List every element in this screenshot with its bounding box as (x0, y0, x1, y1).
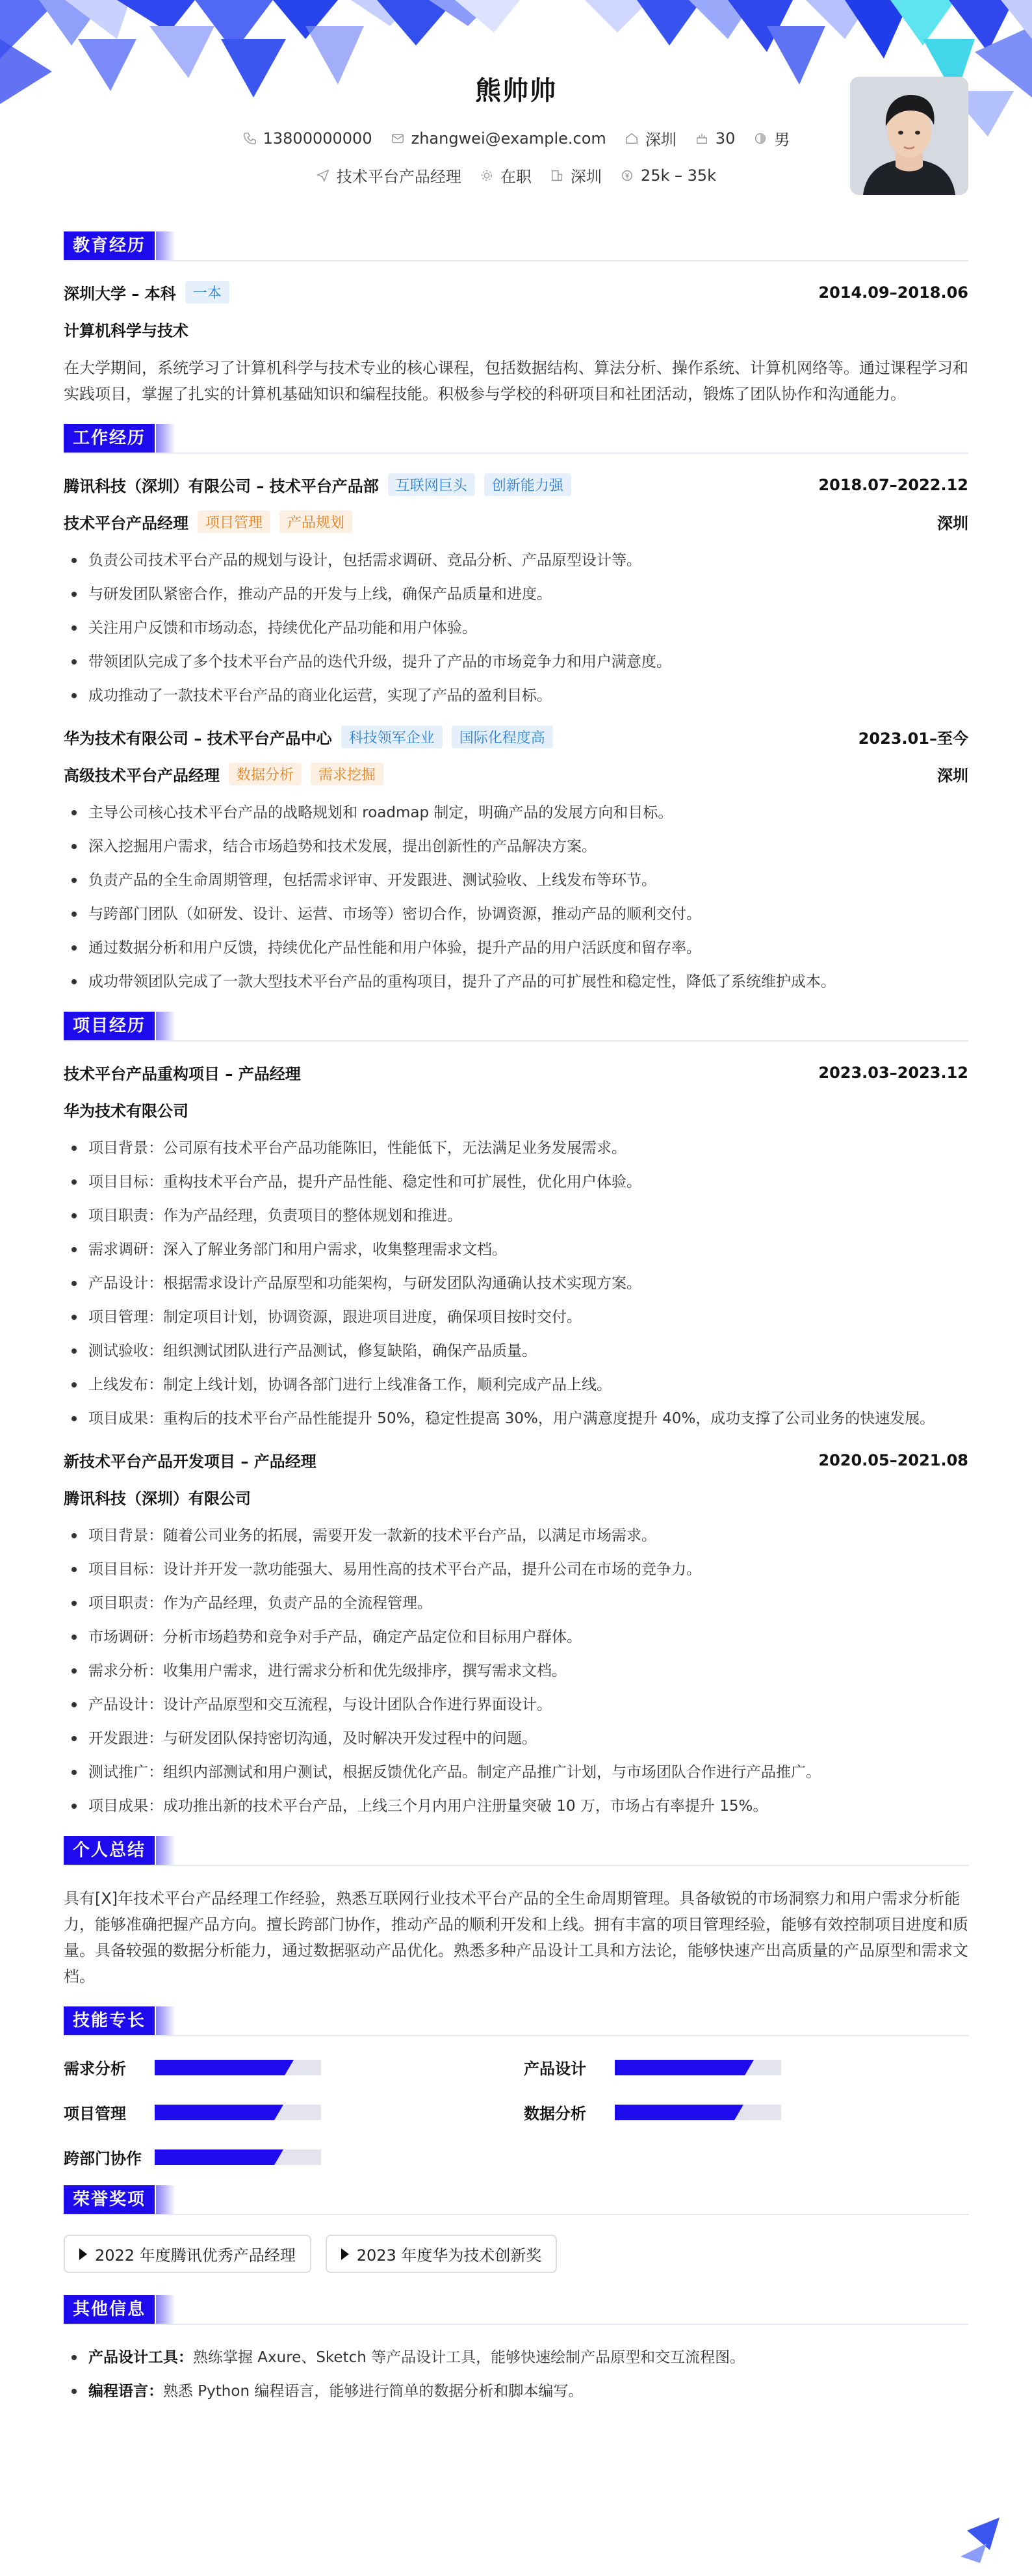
project-details-list (64, 1523, 968, 1819)
role-tag: 项目管理 (198, 510, 270, 533)
work-section (64, 424, 968, 995)
skill-name: 跨部门协作 (64, 2149, 142, 2168)
other-info-text: 熟悉 Python 编程语言，能够进行简单的数据分析和脚本编写。 (163, 2383, 584, 2400)
skill-bar (155, 2105, 321, 2120)
candidate-name: 熊帅帅 (475, 76, 557, 106)
list-item: 项目管理：制定项目计划，协调资源，跟进项目进度，确保项目按时交付。 (64, 1304, 968, 1330)
project-name: 新技术平台产品开发项目 – 产品经理 (64, 1452, 316, 1471)
major-name: 计算机科学与技术 (64, 322, 188, 340)
target-city-item (550, 164, 602, 187)
email-text: zhangwei@example.com (411, 129, 606, 148)
section-title-accent (156, 1836, 175, 1865)
section-divider (64, 453, 968, 454)
list-item: 测试验收：组织测试团队进行产品测试，修复缺陷，确保产品质量。 (64, 1338, 968, 1364)
job-header-row (64, 726, 968, 748)
section-title-awards: 荣誉奖项 (64, 2185, 155, 2214)
gear-icon (480, 168, 494, 183)
role-tag: 产品规划 (279, 510, 352, 533)
status-item (480, 164, 532, 187)
list-item: 关注用户反馈和市场动态，持续优化产品功能和用户体验。 (64, 615, 968, 641)
other-info-label: 编程语言： (88, 2383, 163, 2400)
job-duties-list (64, 800, 968, 995)
job-role: 高级技术平台产品经理 (64, 767, 220, 785)
education-header (64, 231, 968, 261)
section-divider (64, 2324, 968, 2325)
section-divider (64, 2214, 968, 2215)
list-item: 通过数据分析和用户反馈，持续优化产品性能和用户体验，提升产品的用户活跃度和留存率。 (64, 935, 968, 961)
list-item: 产品设计：根据需求设计产品原型和功能架构，与研发团队沟通确认技术实现方案。 (64, 1270, 968, 1296)
phone-icon (242, 131, 257, 146)
list-item: 项目目标：重构技术平台产品，提升产品性能、稳定性和可扩展性，优化用户体验。 (64, 1169, 968, 1195)
job-location: 深圳 (937, 514, 968, 532)
section-title-projects: 项目经历 (64, 1012, 155, 1040)
target-city-text: 深圳 (570, 168, 602, 186)
other-section (64, 2295, 968, 2404)
skill-item (524, 2056, 968, 2079)
section-title-accent (156, 2006, 175, 2035)
skills-header (64, 2006, 968, 2036)
awards-header (64, 2185, 968, 2215)
job-company: 腾讯科技（深圳）有限公司 – 技术平台产品部 (64, 477, 379, 495)
send-icon (316, 168, 330, 183)
role-tag: 数据分析 (229, 763, 302, 785)
home-icon (625, 131, 639, 146)
list-item: 项目成果：重构后的技术平台产品性能提升 50%，稳定性提高 30%，用户满意度提升 40%，成功支撑了公司业务的快速发展。 (64, 1406, 968, 1432)
skill-bar (155, 2149, 321, 2165)
phone-text: 13800000000 (263, 129, 372, 148)
project-date: 2020.05–2021.08 (818, 1451, 968, 1469)
list-item: 负责公司技术平台产品的规划与设计，包括需求调研、竞品分析、产品原型设计等。 (64, 547, 968, 573)
skill-bar (615, 2060, 781, 2075)
section-title-accent (156, 2295, 175, 2324)
cake-icon (695, 131, 709, 146)
gender-icon (753, 131, 768, 146)
projects-header (64, 1012, 968, 1042)
education-section (64, 231, 968, 407)
list-item: 负责产品的全生命周期管理，包括需求评审、开发跟进、测试验收、上线发布等环节。 (64, 867, 968, 893)
section-title-accent (156, 1012, 175, 1040)
skill-bar-fill (615, 2060, 745, 2075)
list-item (64, 2345, 968, 2371)
skill-name: 产品设计 (524, 2060, 586, 2078)
project-name: 技术平台产品重构项目 – 产品经理 (64, 1065, 301, 1083)
list-item: 市场调研：分析市场趋势和竞争对手产品，确定产品定位和目标用户群体。 (64, 1624, 968, 1650)
list-item: 上线发布：制定上线计划，协调各部门进行上线准备工作，顺利完成产品上线。 (64, 1372, 968, 1398)
job-date: 2018.07–2022.12 (818, 475, 968, 494)
section-title-summary: 个人总结 (64, 1836, 155, 1865)
section-divider (64, 1865, 968, 1866)
gender-item (753, 127, 790, 150)
list-item: 项目背景：随着公司业务的拓展，需要开发一款新的技术平台产品，以满足市场需求。 (64, 1523, 968, 1549)
skill-item (64, 2146, 508, 2168)
list-item: 成功带领团队完成了一款大型技术平台产品的重构项目，提升了产品的可扩展性和稳定性，降低了系统维护成本。 (64, 969, 968, 995)
status-text: 在职 (500, 168, 532, 186)
skill-bar (155, 2060, 321, 2075)
section-title-accent (156, 2185, 175, 2214)
skill-item (64, 2056, 508, 2079)
section-title-skills: 技能专长 (64, 2006, 155, 2035)
list-item: 需求调研：深入了解业务部门和用户需求，收集整理需求文档。 (64, 1237, 968, 1263)
job-location: 深圳 (937, 767, 968, 785)
skill-bar-fill (615, 2105, 734, 2120)
company-tag: 互联网巨头 (388, 473, 475, 496)
city-text: 深圳 (645, 131, 677, 149)
salary-text: 25k – 35k (640, 166, 717, 185)
job-role: 技术平台产品经理 (64, 514, 188, 532)
section-divider (64, 260, 968, 261)
email-item (391, 129, 606, 148)
list-item: 需求分析：收集用户需求，进行需求分析和优先级排序，撰写需求文档。 (64, 1658, 968, 1684)
project-company-row (64, 1486, 968, 1508)
list-item: 项目职责：作为产品经理，负责项目的整体规划和推进。 (64, 1203, 968, 1229)
education-row (64, 281, 968, 304)
awards-section (64, 2185, 968, 2273)
list-item (64, 2378, 968, 2404)
job-company: 华为技术有限公司 – 技术平台产品中心 (64, 729, 332, 748)
skill-name: 数据分析 (524, 2105, 586, 2123)
other-info-label: 产品设计工具： (88, 2349, 193, 2366)
avatar-portrait (850, 77, 968, 195)
work-header (64, 424, 968, 454)
skill-bar-fill (155, 2105, 274, 2120)
role-tag: 需求挖掘 (311, 763, 383, 785)
list-item: 测试推广：组织内部测试和用户测试，根据反馈优化产品。制定产品推广计划，与市场团队合作进行产品推广。 (64, 1759, 968, 1785)
other-info-text: 熟练掌握 Axure、Sketch 等产品设计工具，能够快速绘制产品原型和交互流程图。 (193, 2349, 745, 2366)
education-description: 在大学期间，系统学习了计算机科学与技术专业的核心课程，包括数据结构、算法分析、操作系统、计算机网络等。通过课程学习和实践项目，掌握了扎实的计算机基础知识和编程技能。积极参与学校的科研项目和社团活动，锻炼了团队协作和沟通能力。 (64, 359, 968, 403)
list-item: 开发跟进：与研发团队保持密切沟通，及时解决开发过程中的问题。 (64, 1726, 968, 1752)
job-header-row (64, 473, 968, 496)
project-company: 腾讯科技（深圳）有限公司 (64, 1490, 251, 1508)
awards-list (64, 2235, 968, 2273)
project-company-row (64, 1098, 968, 1121)
skill-item (524, 2101, 968, 2123)
list-item: 项目成果：成功推出新的技术平台产品，上线三个月内用户注册量突破 10 万，市场占有率提升 15%。 (64, 1793, 968, 1819)
skill-item (64, 2101, 508, 2123)
section-title-accent (156, 424, 175, 453)
skill-name: 需求分析 (64, 2060, 126, 2078)
skill-name: 项目管理 (64, 2105, 126, 2123)
school-name: 深圳大学 – 本科 (64, 285, 176, 303)
other-header (64, 2295, 968, 2325)
list-item: 与研发团队紧密合作，推动产品的开发与上线，确保产品质量和进度。 (64, 581, 968, 607)
list-item: 主导公司核心技术平台产品的战略规划和 roadmap 制定，明确产品的发展方向和目标。 (64, 800, 968, 826)
school-tag: 一本 (185, 281, 229, 304)
section-title-education: 教育经历 (64, 231, 155, 260)
age-item (695, 129, 736, 148)
target-job-text: 技术平台产品经理 (336, 168, 461, 186)
project-header-row (64, 1449, 968, 1471)
skills-section (64, 2006, 968, 2168)
building-icon (550, 168, 564, 183)
salary-item (620, 166, 716, 185)
company-tag: 科技领军企业 (341, 726, 443, 748)
section-title-other: 其他信息 (64, 2295, 155, 2324)
resume-content (64, 231, 968, 2421)
section-title-accent (156, 231, 175, 260)
footer-decoration (961, 2517, 1006, 2563)
summary-section (64, 1836, 968, 1990)
job-role-row (64, 510, 968, 533)
list-item: 深入挖掘用户需求，结合市场趋势和技术发展，提出创新性的产品解决方案。 (64, 834, 968, 860)
award-item (64, 2235, 311, 2273)
project-header-row (64, 1061, 968, 1084)
job-role-row (64, 763, 968, 785)
money-icon (620, 168, 634, 183)
age-text: 30 (715, 129, 736, 148)
company-tag: 创新能力强 (484, 473, 571, 496)
award-text: 2022 年度腾讯优秀产品经理 (95, 2246, 296, 2265)
play-icon (79, 2248, 87, 2260)
target-job-item (316, 164, 461, 187)
mail-icon (391, 131, 405, 146)
project-company: 华为技术有限公司 (64, 1102, 188, 1120)
job-duties-list (64, 547, 968, 709)
list-item: 成功推动了一款技术平台产品的商业化运营，实现了产品的盈利目标。 (64, 683, 968, 709)
list-item: 与跨部门团队（如研发、设计、运营、市场等）密切合作，协调资源，推动产品的顺利交付。 (64, 901, 968, 927)
major-row (64, 318, 968, 341)
summary-text: 具有[X]年技术平台产品经理工作经验，熟悉互联网行业技术平台产品的全生命周期管理。具备敏锐的市场洞察力和用户需求分析能力，能够准确把握产品方向。擅长跨部门协作，推动产品的顺利开发和上线。拥有丰富的项目管理经验，能够有效控制项目进度和质量。具备较强的数据分析能力，通过数据驱动产品优化。熟悉多种产品设计工具和方法论，能够快速产出高质量的产品原型和需求文档。 (64, 1889, 968, 1986)
list-item: 项目背景：公司原有技术平台产品功能陈旧，性能低下，无法满足业务发展需求。 (64, 1135, 968, 1161)
skill-bar-fill (155, 2149, 274, 2165)
education-date: 2014.09–2018.06 (818, 283, 968, 302)
skill-bar-fill (155, 2060, 285, 2075)
list-item: 项目职责：作为产品经理，负责产品的全流程管理。 (64, 1590, 968, 1616)
section-divider (64, 1040, 968, 1042)
list-item: 带领团队完成了多个技术平台产品的迭代升级，提升了产品的市场竞争力和用户满意度。 (64, 649, 968, 675)
city-item (625, 127, 677, 150)
skill-bar (615, 2105, 781, 2120)
summary-header (64, 1836, 968, 1866)
phone-item (242, 129, 372, 148)
skills-grid (64, 2056, 968, 2168)
play-icon (341, 2248, 349, 2260)
avatar (850, 77, 968, 195)
section-divider (64, 2035, 968, 2036)
award-text: 2023 年度华为技术创新奖 (356, 2246, 542, 2265)
list-item: 项目目标：设计并开发一款功能强大、易用性高的技术平台产品，提升公司在市场的竞争力。 (64, 1557, 968, 1583)
other-info-list (64, 2345, 968, 2404)
gender-text: 男 (774, 131, 790, 149)
job-date: 2023.01–至今 (858, 729, 968, 748)
list-item: 产品设计：设计产品原型和交互流程，与设计团队合作进行界面设计。 (64, 1692, 968, 1718)
award-item (326, 2235, 558, 2273)
projects-section (64, 1012, 968, 1819)
project-details-list (64, 1135, 968, 1432)
section-title-work: 工作经历 (64, 424, 155, 453)
company-tag: 国际化程度高 (452, 726, 553, 748)
project-date: 2023.03–2023.12 (818, 1063, 968, 1082)
